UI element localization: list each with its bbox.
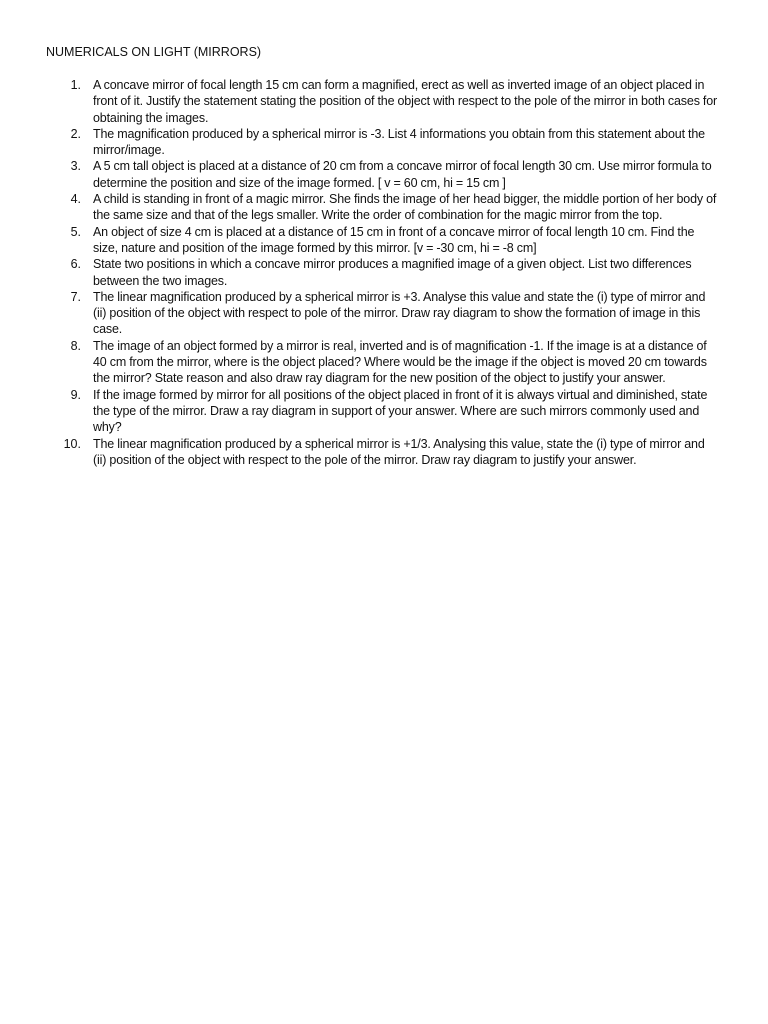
question-item-8 [0,338,768,387]
question-number: 9. [70,387,81,402]
question-item-5 [0,224,768,257]
question-item-1 [0,77,768,126]
question-number: 8. [70,338,81,353]
question-number: 5. [70,224,81,239]
question-number: 1. [70,78,81,92]
question-number: 4. [70,192,81,207]
question-item-2 [0,126,768,159]
question-text: A 5 cm tall object is placed at a distance of 20 cm from a concave mirror of focal length 30 cm. Use mirror formula to determine the position and size of the image formed. [ v = 60 cm, hi = 15 cm ] [93,159,712,190]
question-number: 7. [70,289,81,304]
question-text: State two positions in which a concave mirror produces a magnified image of a given object. List two differences between the two images. [93,257,692,288]
question-text: The linear magnification produced by a spherical mirror is +3. Analyse this value and state the (i) type of mirror and (ii) position of the object with respect to pole of the mirror. Draw ray diagram to show the formation of image in this case. [93,289,706,337]
question-item-7 [0,289,768,338]
question-item-10 [0,436,768,469]
question-item-9 [0,387,768,436]
question-text: A child is standing in front of a magic mirror. She finds the image of her head bigger, the middle portion of her body of the same size and that of the legs smaller. Write the order of combination for the magic mirror from the top. [93,192,717,223]
question-number: 2. [70,126,81,141]
question-text: If the image formed by mirror for all positions of the object placed in front of it is always virtual and diminished, state the type of the mirror. Draw a ray diagram in support of your answer. Where are such mirrors commonly used and why? [93,387,708,435]
question-item-6 [0,256,768,289]
question-text: An object of size 4 cm is placed at a distance of 15 cm in front of a concave mirror of focal length 10 cm. Find the size, nature and position of the image formed by this mirror. [v = -30 cm, hi = -8 cm] [93,224,695,255]
question-text: A concave mirror of focal length 15 cm can form a magnified, erect as well as inverted image of an object placed in front of it. Justify the statement stating the position of the object with respect to the pole of the mirror in both cases for obtaining the images. [93,78,718,125]
question-item-4 [0,191,768,224]
question-list [0,77,768,468]
question-text: The image of an object formed by a mirror is real, inverted and is of magnification -1. If the image is at a distance of 40 cm from the mirror, where is the object placed? Where would be the image if the object is moved 20 cm towards the mirror? State reason and also draw ray diagram for the new position of the object to justify your answer. [93,338,707,386]
question-item-3 [0,158,768,191]
question-text: The linear magnification produced by a spherical mirror is +1/3. Analysing this value, state the (i) type of mirror and (ii) position of the object with respect to the pole of the mirror. Draw ray diagram to justify your answer. [93,436,705,467]
document-title: NUMERICALS ON LIGHT (MIRRORS) [46,45,262,59]
question-text: The magnification produced by a spherical mirror is -3. List 4 informations you obtain from this statement about the mirror/image. [93,126,705,158]
question-number: 10. [63,436,81,451]
question-number: 3. [70,159,81,174]
question-number: 6. [70,257,81,272]
